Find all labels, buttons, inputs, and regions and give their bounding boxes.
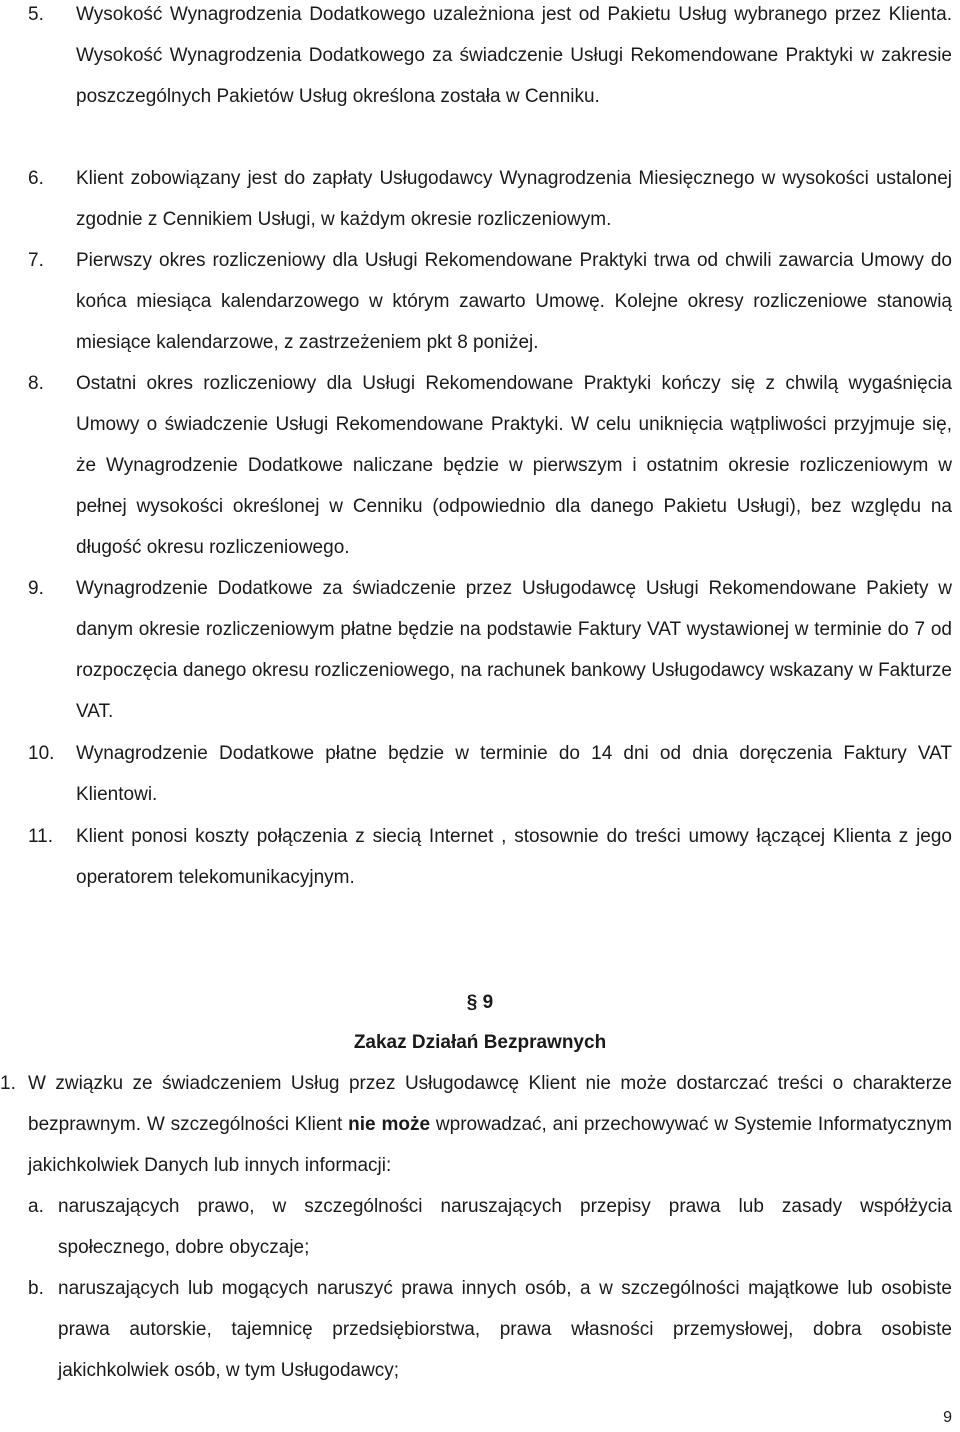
list-item-number: 9. (28, 578, 44, 599)
list-item (28, 240, 952, 363)
page-number: 9 (943, 1409, 952, 1426)
list-item (28, 363, 952, 568)
section-title: Zakaz Działań Bezprawnych (353, 1032, 607, 1053)
list-item-text: Ostatni okres rozliczeniowy dla Usługi Rekomendowane Praktyki kończy się z chwilą wygaśnięcia Umowy o świadczenie Usługi Rekomendowane Praktyki. W celu uniknięcia wątpliwości przyjmuje się, że Wynagrodzenie Dodatkowe naliczane będzie w pierwszym i ostatnim okresie rozliczeniowym w pełnej wysokości określonej w Cenniku (odpowiednio dla danego Pakietu Usługi), bez względu na długość okresu rozliczeniowego. (76, 373, 952, 558)
prohibited-actions-list (0, 1063, 952, 1186)
list-item (28, 158, 952, 240)
list-item-number: 10. (28, 743, 55, 764)
list-item (0, 1063, 952, 1186)
list-item (28, 733, 952, 815)
list-item-text: Wynagrodzenie Dodatkowe płatne będzie w terminie do 14 dni od dnia doręczenia Faktury VAT Klientowi. (76, 743, 952, 805)
sublist-item-text: naruszających lub mogących naruszyć prawa innych osób, a w szczególności majątkowe lub osobiste prawa autorskie, tajemnicę przedsiębiorstwa, prawa własności przemysłowej, dobra osobiste jakichkolwiek osób, w tym Usługodawcy; (58, 1278, 952, 1381)
list-item (28, 816, 952, 898)
list-item (28, 568, 952, 732)
list-item-text: Klient ponosi koszty połączenia z siecią Internet , stosownie do treści umowy łączącej Klienta z jego operatorem telekomunikacyjnym. (76, 826, 952, 888)
list-item-number: 5. (28, 4, 44, 25)
sublist-item-letter: a. (28, 1196, 44, 1217)
list-item (28, 0, 952, 117)
list-item-number: 6. (28, 168, 44, 189)
list-item-number: 8. (28, 373, 44, 394)
list-item-text (28, 1063, 952, 1186)
list-item-text: Wynagrodzenie Dodatkowe za świadczenie przez Usługodawcę Usługi Rekomendowane Pakiety w danym okresie rozliczeniowym płatne będzie na podstawie Faktury VAT wystawionej w terminie do 7 od rozpoczęcia danego okresu rozliczeniowego, na rachunek bankowy Usługodawcy wskazany w Fakturze VAT. (76, 578, 952, 722)
sublist-item (28, 1186, 952, 1268)
list-item-number: 1. (0, 1073, 16, 1094)
sublist-item-letter: b. (28, 1278, 44, 1299)
emphasis-text: nie może (348, 1114, 431, 1135)
section-number: § 9 (466, 992, 494, 1013)
sublist-item-text: naruszających prawo, w szczególności naruszających przepisy prawa lub zasady współżycia społecznego, dobre obyczaje; (58, 1196, 952, 1258)
sublist-item (28, 1268, 952, 1391)
list-item-text: Klient zobowiązany jest do zapłaty Usługodawcy Wynagrodzenia Miesięcznego w wysokości ustalonej zgodnie z Cennikiem Usługi, w każdym okresie rozliczeniowym. (76, 168, 952, 230)
list-item-number: 11. (28, 826, 54, 847)
list-item-text-part: wprowadzać, ani przechowywać w Systemie Informatycznym jakichkolwiek Danych lub innych informacji: (28, 1114, 952, 1176)
list-item-text: Pierwszy okres rozliczeniowy dla Usługi Rekomendowane Praktyki trwa od chwili zawarcia Umowy do końca miesiąca kalendarzowego w którym zawarto Umowę. Kolejne okresy rozliczeniowe stanowią miesiące kalendarzowe, z zastrzeżeniem pkt 8 poniżej. (76, 250, 952, 353)
list-item-text: Wysokość Wynagrodzenia Dodatkowego uzależniona jest od Pakietu Usług wybranego przez Klienta. Wysokość Wynagrodzenia Dodatkowego za świadczenie Usługi Rekomendowane Praktyki w zakresie poszczególnych Pakietów Usług określona została w Cenniku. (76, 4, 952, 107)
list-item-number: 7. (28, 250, 44, 271)
list-item-text-part: W związku ze świadczeniem Usług przez Usługodawcę Klient nie może dostarczać treści o charakterze bezprawnym. W szczególności Klient (28, 1073, 952, 1135)
